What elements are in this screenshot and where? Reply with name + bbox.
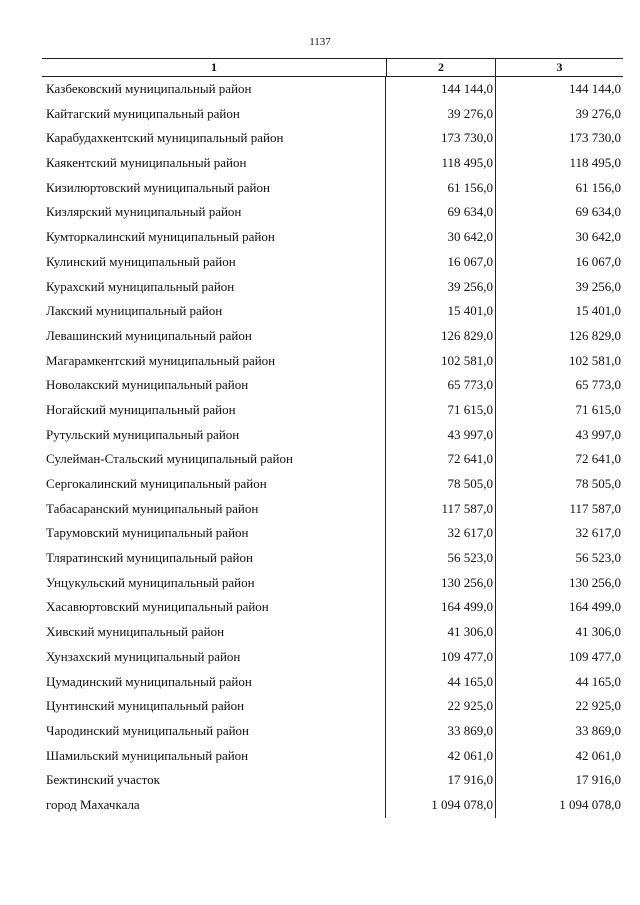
amount-col-2: 22 925,0 <box>386 694 496 719</box>
amount-col-2: 44 165,0 <box>386 670 496 695</box>
header-col-3: 3 <box>556 60 563 74</box>
table-row <box>42 694 623 719</box>
table-row <box>42 250 623 275</box>
table-row <box>42 398 623 423</box>
district-name: Рутульский муниципальный район <box>42 423 386 448</box>
table-row <box>42 126 623 151</box>
amount-col-3: 118 495,0 <box>569 155 621 171</box>
amount-col-2: 39 256,0 <box>386 275 496 300</box>
district-name: Ногайский муниципальный район <box>42 398 386 423</box>
district-name: Кизлярский муниципальный район <box>42 200 386 225</box>
district-name: Хивский муниципальный район <box>42 620 386 645</box>
amount-col-2: 102 581,0 <box>386 349 496 374</box>
amount-col-2: 30 642,0 <box>386 225 496 250</box>
amount-col-3: 16 067,0 <box>575 253 621 269</box>
amount-col-2: 42 061,0 <box>386 744 496 769</box>
amount-col-3: 117 587,0 <box>569 500 621 516</box>
amount-col-3: 61 156,0 <box>575 179 621 195</box>
amount-col-3: 144 144,0 <box>569 81 621 96</box>
table-row <box>42 423 623 448</box>
amount-col-3: 32 617,0 <box>575 525 621 541</box>
amount-col-2: 164 499,0 <box>386 595 496 620</box>
amount-col-3: 56 523,0 <box>575 550 621 566</box>
amount-col-2: 71 615,0 <box>386 398 496 423</box>
amount-col-2: 118 495,0 <box>386 151 496 176</box>
table-row <box>42 373 623 398</box>
district-name: Табасаранский муниципальный район <box>42 497 386 522</box>
amount-col-2: 144 144,0 <box>386 77 496 102</box>
district-name: Кулинский муниципальный район <box>42 250 386 275</box>
amount-col-2: 16 067,0 <box>386 250 496 275</box>
header-col-1: 1 <box>211 60 217 74</box>
amount-col-3: 78 505,0 <box>575 476 621 491</box>
amount-col-3: 173 730,0 <box>569 130 621 146</box>
amount-col-2: 61 156,0 <box>386 176 496 201</box>
district-name: город Махачкала <box>42 793 386 818</box>
table-row <box>42 225 623 250</box>
amount-col-3: 69 634,0 <box>575 204 621 220</box>
district-name: Кумторкалинский муниципальный район <box>42 225 386 250</box>
amount-col-3: 1 094 078,0 <box>559 796 621 812</box>
amount-col-3: 102 581,0 <box>569 352 621 368</box>
table-row <box>42 324 623 349</box>
table-body <box>42 77 623 839</box>
district-name: Унцукульский муниципальный район <box>42 571 386 596</box>
district-name: Каякентский муниципальный район <box>42 151 386 176</box>
amount-col-3: 17 916,0 <box>575 772 621 788</box>
district-name: Сергокалинский муниципальный район <box>42 472 386 497</box>
district-name: Цунтинский муниципальный район <box>42 694 386 719</box>
amount-col-2: 15 401,0 <box>386 299 496 324</box>
amount-col-2: 173 730,0 <box>386 126 496 151</box>
table-row <box>42 102 623 127</box>
table-row <box>42 151 623 176</box>
header-col-2: 2 <box>386 59 496 76</box>
amount-col-2: 126 829,0 <box>386 324 496 349</box>
district-name: Карабудахкентский муниципальный район <box>42 126 386 151</box>
district-name: Курахский муниципальный район <box>42 275 386 300</box>
table-row <box>42 349 623 374</box>
table-row <box>42 744 623 769</box>
district-name: Лакский муниципальный район <box>42 299 386 324</box>
amount-col-3: 65 773,0 <box>575 377 621 393</box>
district-name: Магарамкентский муниципальный район <box>42 349 386 374</box>
table-row <box>42 620 623 645</box>
amount-col-3: 44 165,0 <box>575 673 621 689</box>
amount-col-3: 39 256,0 <box>575 278 621 294</box>
district-name: Чародинский муниципальный район <box>42 719 386 744</box>
table-row <box>42 768 623 793</box>
table-row <box>42 497 623 522</box>
district-name: Сулейман-Стальский муниципальный район <box>42 447 386 472</box>
page-number: 1137 <box>309 36 331 48</box>
amount-col-2: 65 773,0 <box>386 373 496 398</box>
district-name: Тляратинский муниципальный район <box>42 546 386 571</box>
amount-col-2: 41 306,0 <box>386 620 496 645</box>
table-row <box>42 793 623 818</box>
amount-col-2: 109 477,0 <box>386 645 496 670</box>
district-name: Хунзахский муниципальный район <box>42 645 386 670</box>
amount-col-3: 72 641,0 <box>575 451 621 467</box>
amount-col-3: 126 829,0 <box>569 327 621 343</box>
district-name: Кайтагский муниципальный район <box>42 102 386 127</box>
table-row <box>42 200 623 225</box>
amount-col-3: 109 477,0 <box>569 648 621 664</box>
amount-col-2: 117 587,0 <box>386 497 496 522</box>
table-row <box>42 670 623 695</box>
district-name: Казбековский муниципальный район <box>42 77 386 102</box>
amount-col-3: 130 256,0 <box>569 574 621 590</box>
amount-col-2: 56 523,0 <box>386 546 496 571</box>
amount-col-3: 42 061,0 <box>575 747 621 763</box>
amount-col-2: 1 094 078,0 <box>386 793 496 818</box>
amount-col-2: 69 634,0 <box>386 200 496 225</box>
district-name: Левашинский муниципальный район <box>42 324 386 349</box>
amount-col-3: 41 306,0 <box>575 624 621 640</box>
district-name: Кизилюртовский муниципальный район <box>42 176 386 201</box>
district-name: Новолакский муниципальный район <box>42 373 386 398</box>
table-row <box>42 521 623 546</box>
amount-col-2: 32 617,0 <box>386 521 496 546</box>
table-header <box>42 58 623 77</box>
table-row <box>42 472 623 497</box>
amount-col-3: 164 499,0 <box>569 599 621 615</box>
table-row <box>42 176 623 201</box>
district-name: Тарумовский муниципальный район <box>42 521 386 546</box>
table-row <box>42 595 623 620</box>
amount-col-3: 71 615,0 <box>575 401 621 417</box>
amount-col-2: 43 997,0 <box>386 423 496 448</box>
amount-col-3: 33 869,0 <box>575 722 621 738</box>
table-row <box>42 645 623 670</box>
table-row <box>42 571 623 596</box>
amount-col-2: 78 505,0 <box>386 472 496 497</box>
budget-table <box>42 58 623 839</box>
district-name: Цумадинский муниципальный район <box>42 670 386 695</box>
district-name: Хасавюртовский муниципальный район <box>42 595 386 620</box>
table-row <box>42 299 623 324</box>
district-name: Бежтинский участок <box>42 768 386 793</box>
amount-col-3: 22 925,0 <box>575 698 621 714</box>
table-row <box>42 546 623 571</box>
table-row <box>42 275 623 300</box>
amount-col-3: 30 642,0 <box>575 229 621 245</box>
table-row <box>42 719 623 744</box>
amount-col-2: 33 869,0 <box>386 719 496 744</box>
district-name: Шамильский муниципальный район <box>42 744 386 769</box>
amount-col-2: 130 256,0 <box>386 571 496 596</box>
amount-col-2: 72 641,0 <box>386 447 496 472</box>
amount-col-3: 15 401,0 <box>575 303 621 319</box>
table-row <box>42 77 623 102</box>
amount-col-2: 39 276,0 <box>386 102 496 127</box>
amount-col-3: 39 276,0 <box>575 105 621 121</box>
amount-col-3: 43 997,0 <box>575 426 621 442</box>
amount-col-2: 17 916,0 <box>386 768 496 793</box>
table-row <box>42 447 623 472</box>
